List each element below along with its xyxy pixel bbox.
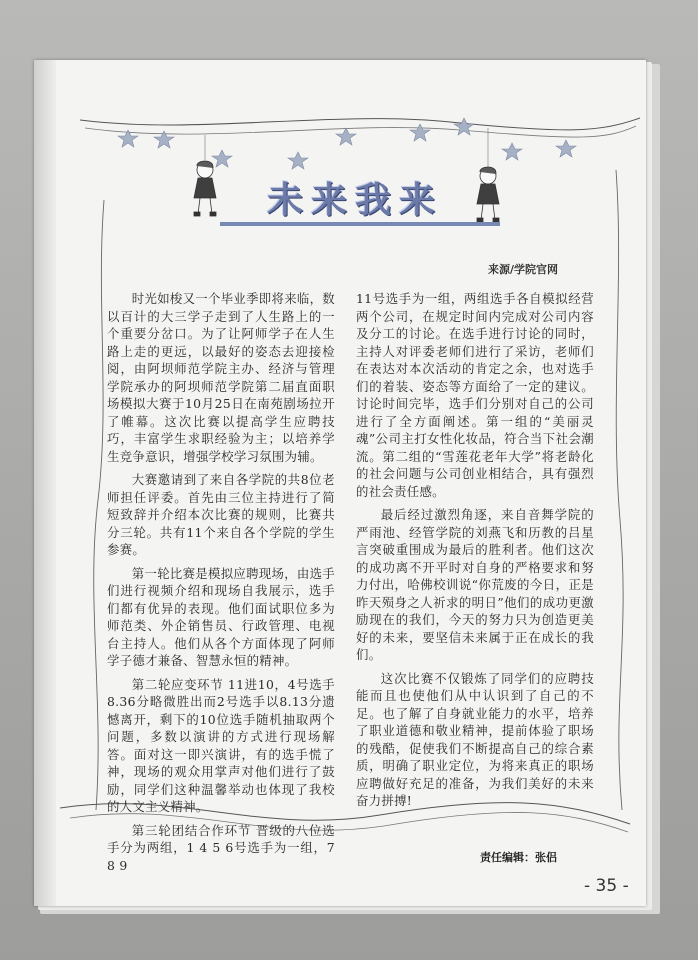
article-title: 未来我来 <box>266 179 443 221</box>
star-icon <box>410 124 430 141</box>
star-icon <box>502 143 522 160</box>
frame-right-curve <box>616 170 623 810</box>
paragraph: 11号选手为一组，两组选手各自模拟经营两个公司，在规定时间内完成对公司内容及分工的讨论。在选手进行讨论的同时，主持人对评委老师们进行了采访，老师们在表达对本次活动的肯定之余，也对选手们的着装、姿态等方面给了一定的建议。讨论时间完毕，选手们分别对自己的公司进行了全方面阐述。第一组的“美丽灵魂”公司主打女性化妆品，符合当下社会潮流。第二组的“雪莲花老年大学”将老龄化的社会问题与公司创业相结合，具有强烈的社会责任感。 <box>356 291 594 499</box>
right-column <box>356 290 594 816</box>
responsible-editor: 责任编辑：张侣 <box>480 851 557 864</box>
paragraph: 这次比赛不仅锻炼了同学们的应聘技能而且也使他们从中认识到了自己的不足。也了解了自身就业能力的水平，培养了职业道德和敬业精神，提前体验了职场的残酷，促使我们不断提高自己的综合素质，明确了职业定位，为将来真正的职场应聘做好充足的准备，为我们美好的未来奋力拼搏! <box>356 670 594 808</box>
star-icon <box>556 140 576 157</box>
girl-figure-icon <box>194 161 216 216</box>
star-icon <box>288 152 308 169</box>
paragraph: 第二轮应变环节 11进10，4号选手8.36分略微胜出而2号选手以8.13分遗憾离开，剩下的10位选手随机抽取两个问题，多数以演讲的方式进行现场解答。面对这一即兴演讲，有的选手慌了神，现场的观众用掌声对他们进行了鼓励，同学们这种温馨举动也体现了我校的人文主义精神。 <box>107 676 335 814</box>
star-icon <box>454 118 474 135</box>
paragraph: 第一轮比赛是模拟应聘现场，由选手们进行视频介绍和现场自我展示，选手们都有优异的表现。他们面试职位多为师范类、外企销售员、行政管理、电视台主持人。他们从各个方面体现了阿师学子德才兼备、智慧永恒的精神。 <box>107 565 335 668</box>
frame-top-curve <box>85 126 636 137</box>
title-underline <box>220 222 500 226</box>
article-source: 来源/学院官网 <box>488 263 559 276</box>
paragraph: 大赛邀请到了来自各学院的共8位老师担任评委。首先由三位主持进行了简短致辞并介绍本次比赛的规则，比赛共分三轮。共有11个来自各个学院的学生参赛。 <box>107 472 335 557</box>
left-column <box>107 290 335 880</box>
paragraph: 第三轮团结合作环节 晋级的八位选手分为两组，1 4 5 6号选手为一组，7 8 9 <box>107 822 335 873</box>
paragraph: 时光如梭又一个毕业季即将来临，数以百计的大三学子走到了人生路上的一个重要分岔口。为了让阿师学子在人生路上走的更远，以最好的姿态去迎接检阅，由阿坝师范学院主办、经济与管理学院承办的阿坝师范学院第二届直面职场模拟大赛于10月25日在南苑剧场拉开了帷幕。这次比赛以提高学生应聘技巧，丰富学生求职经验为主；以培养学生竞争意识，增强学校学习氛围为辅。 <box>107 291 335 464</box>
star-icon <box>212 150 232 167</box>
star-icon <box>336 128 356 145</box>
girl-figure-icon <box>477 167 499 222</box>
frame-left-curve <box>94 200 104 810</box>
paragraph: 最后经过激烈角逐，来自音舞学院的严雨池、经管学院的刘燕飞和历教的吕星言突破重围成为最后的胜利者。他们这次的成功离不开平时对自身的严格要求和努力付出，哈佛校训说“你荒废的今日，正是昨天殒身之人祈求的明日”他们的成功更激励现在的我们，今天的努力只为创造更美好的未来，要坚信未来属于正在成长的我们。 <box>356 507 594 662</box>
page-number: - 35 - <box>584 876 629 896</box>
